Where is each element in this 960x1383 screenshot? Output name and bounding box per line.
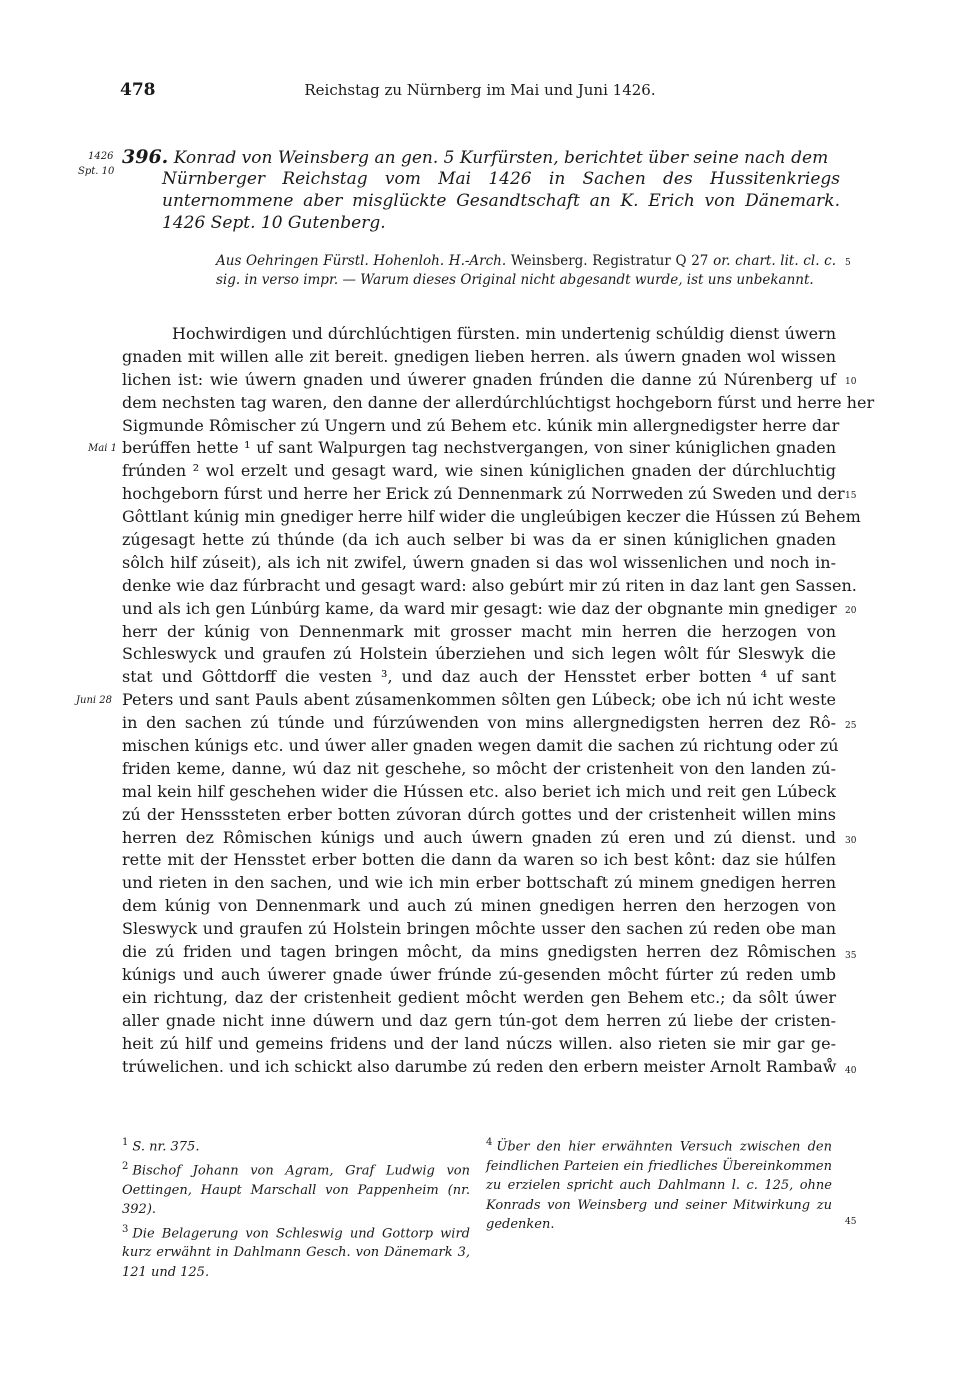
text-line: trúwelichen. und ich schickt also darumbe zú reden den erbern meister Arnolt Rambaẘ bbox=[122, 1056, 837, 1076]
text-line: denke wie daz fúrbracht und gesagt ward: also gebúrt mir zú riten in daz lant gen Sassen. bbox=[122, 575, 857, 595]
footnote-text: Bischof Johann von Agram, Graf Ludwig von Oettingen, Haupt Marschall von Pappenheim (nr. 392). bbox=[122, 1163, 470, 1218]
line-number: 30 bbox=[845, 836, 857, 846]
text-line: kúnigs und auch úwerer gnade úwer frúnde zú-gesenden môcht fúrter zú reden umb bbox=[122, 964, 836, 984]
line-number: 25 bbox=[845, 721, 857, 731]
footnote-marker: 3 bbox=[122, 1223, 129, 1235]
source-note bbox=[216, 252, 836, 290]
text-line: und rieten in den sachen, und wie ich min erber bottschaft zú minem gnedigen herren bbox=[122, 873, 836, 893]
footnote-4 bbox=[486, 1133, 832, 1235]
text-line: herren dez Rômischen kúnigs und auch úwern gnaden zú eren und zú dienst. und bbox=[122, 827, 836, 847]
text-line: Hochwirdigen und dúrchlúchtigen fürsten. min undertenig schúldig dienst úwern bbox=[172, 324, 836, 343]
line-number: 20 bbox=[845, 606, 857, 616]
text-line: mischen kúnigs etc. und úwer aller gnaden wegen damit die sachen zú richtung oder zú bbox=[122, 736, 839, 756]
footnote-marker: 4 bbox=[486, 1137, 493, 1148]
text-line: herr der kúnig von Dennenmark mit grosser macht min herren die herzogen von bbox=[122, 621, 836, 641]
margin-date-mai: Mai 1 bbox=[88, 443, 117, 454]
text-line: zú der Hensssteten erber botten zúvoran dúrch gottes und der cristenheit willen mins bbox=[122, 804, 836, 824]
footnote-text: S. nr. 375. bbox=[132, 1139, 200, 1155]
document-title-rest: Nürnberger Reichstag vom Mai 1426 in Sachen des Hussitenkriegs unternommene aber misglückte Gesandtschaft an K. Erich von Dänemark. 1426 Sept. 10 Gutenberg. bbox=[162, 169, 840, 233]
footnote-marker: 2 bbox=[122, 1160, 129, 1172]
text-line: berúffen hette ¹ uf sant Walpurgen tag nechstvergangen, von siner kúniglichen gnaden bbox=[122, 438, 836, 458]
text-line: hochgeborn fúrst und herre her Erick zú Dennenmark zú Norrweden zú Sweden und der bbox=[122, 484, 845, 504]
text-line: Sigmunde Rômischer zú Ungern und zú Behem etc. kúnik min allergnedigster herre dar bbox=[122, 415, 840, 435]
page-number: 478 bbox=[120, 80, 156, 100]
margin-date-day: Spt. 10 bbox=[78, 166, 115, 177]
footnotes-right bbox=[486, 1133, 832, 1235]
source-description: or. chart. lit. cl. c. sig. in verso impr. — Warum dieses Original nicht abgesandt wurde, ist uns unbekannt. bbox=[216, 253, 837, 288]
text-line: mal kein hilf geschehen wider die Hússen etc. also beriet ich mich und reit gen Lúbeck bbox=[122, 781, 836, 801]
text-line: Peters und sant Pauls abent zúsamenkommen sôlten gen Lúbeck; obe ich nú icht weste bbox=[122, 690, 836, 710]
text-line: die zú friden und tagen bringen môcht, da mins gnedigsten herren dez Rômischen bbox=[122, 942, 836, 962]
text-line: rette mit der Hensstet erber botten die dann da waren so ich best kônt: daz sie húlfen bbox=[122, 850, 836, 870]
line-number: 5 bbox=[845, 258, 851, 268]
text-line: Sleswyck und graufen zú Holstein bringen môchte usser den sachen zú reden obe man bbox=[122, 919, 836, 939]
footnotes-left bbox=[122, 1133, 470, 1282]
text-line: frúnden ² wol erzelt und gesagt ward, wie sinen kúniglichen gnaden der dúrchluchtig bbox=[122, 461, 836, 481]
footnote-2 bbox=[122, 1157, 470, 1220]
footnote-3 bbox=[122, 1220, 470, 1283]
footnote-text: Die Belagerung von Schleswig und Gottorp wird kurz erwähnt in Dahlmann Gesch. von Dänemark 3, 121 und 125. bbox=[122, 1225, 470, 1280]
source-archive: Aus Oehringen Fürstl. Hohenloh. H.-Arch. bbox=[216, 253, 507, 269]
line-number: 10 bbox=[845, 377, 857, 387]
text-line: dem nechsten tag waren, den danne der allerdúrchlúchtigst hochgeborn fúrst und herre her bbox=[122, 392, 875, 412]
text-line: in den sachen zú túnde und fúrzúwenden von mins allergnedigsten herren dez Rô- bbox=[122, 713, 836, 733]
text-line: heit zú hilf und gemeins fridens und der land núczs willen. also rieten sie mir gar ge- bbox=[122, 1033, 836, 1053]
margin-date-year: 1426 bbox=[88, 151, 114, 162]
text-line: sôlch hilf zúseit), als ich nit zwifel, úwern gnaden si das wol wissenlichen und noch in- bbox=[122, 552, 836, 572]
line-number: 35 bbox=[845, 951, 857, 961]
text-line: Schleswyck und graufen zú Holstein úberziehen und sich legen wôlt fúr Sleswyk die bbox=[122, 644, 836, 664]
text-line: aller gnade nicht inne dúwern und daz gern tún-got dem herren zú liebe der cristen- bbox=[122, 1010, 836, 1030]
text-line: stat und Gôttdorff die vesten ³, und daz auch der Hensstet erber botten ⁴ uf sant bbox=[122, 667, 836, 687]
page-header bbox=[120, 80, 840, 104]
text-line: lichen ist: wie úwern gnaden und úwerer gnaden frúnden die danne zú Núrenberg uf bbox=[122, 369, 836, 389]
footnote-1 bbox=[122, 1133, 470, 1157]
footnote-marker: 1 bbox=[122, 1137, 129, 1148]
text-line: und als ich gen Lúnbúrg kame, da ward mir gesagt: wie daz der obgnante min gnediger bbox=[122, 598, 837, 618]
line-number: 40 bbox=[845, 1066, 857, 1076]
text-line: gnaden mit willen alle zit bereit. gnedigen lieben herren. als úwern gnaden wol wissen bbox=[122, 346, 836, 366]
line-number: 45 bbox=[845, 1217, 857, 1227]
text-line: dem kúnig von Dennenmark und auch zú minen gnedigen herren den herzogen von bbox=[122, 896, 836, 916]
document-title-line1: Konrad von Weinsberg an gen. 5 Kurfürsten, berichtet über seine nach dem bbox=[173, 148, 829, 168]
footnote-text: Über den hier erwähnten Versuch zwischen den feindlichen Parteien ein friedliches Übereinkommen zu erzielen spricht auch Dahlmann l. c. 125, ohne Konrads von Weinsberg und seiner Mitwirkung zu gedenken. bbox=[486, 1139, 832, 1233]
source-registry: Weinsberg. Registratur Q 27 bbox=[510, 253, 709, 269]
text-line: Gôttlant kúnig min gnediger herre hilf wider die ungleúbigen keczer die Hússen zú Behem bbox=[122, 507, 861, 527]
running-title: Reichstag zu Nürnberg im Mai und Juni 1426. bbox=[304, 81, 656, 99]
line-number: 15 bbox=[845, 491, 857, 501]
margin-date-juni: Juni 28 bbox=[76, 695, 112, 706]
document-number: 396. bbox=[122, 146, 169, 168]
text-line: zúgesagt hette zú thúnde (da ich auch selber bi was da er sinen kúniglichen gnaden bbox=[122, 530, 836, 550]
text-line: ein richtung, daz der cristenheit gedient môcht werden gen Behem etc.; da sôlt úwer bbox=[122, 987, 836, 1007]
text-line: friden keme, danne, wú daz nit geschehe, so môcht der cristenheit von den landen zú- bbox=[122, 758, 836, 778]
